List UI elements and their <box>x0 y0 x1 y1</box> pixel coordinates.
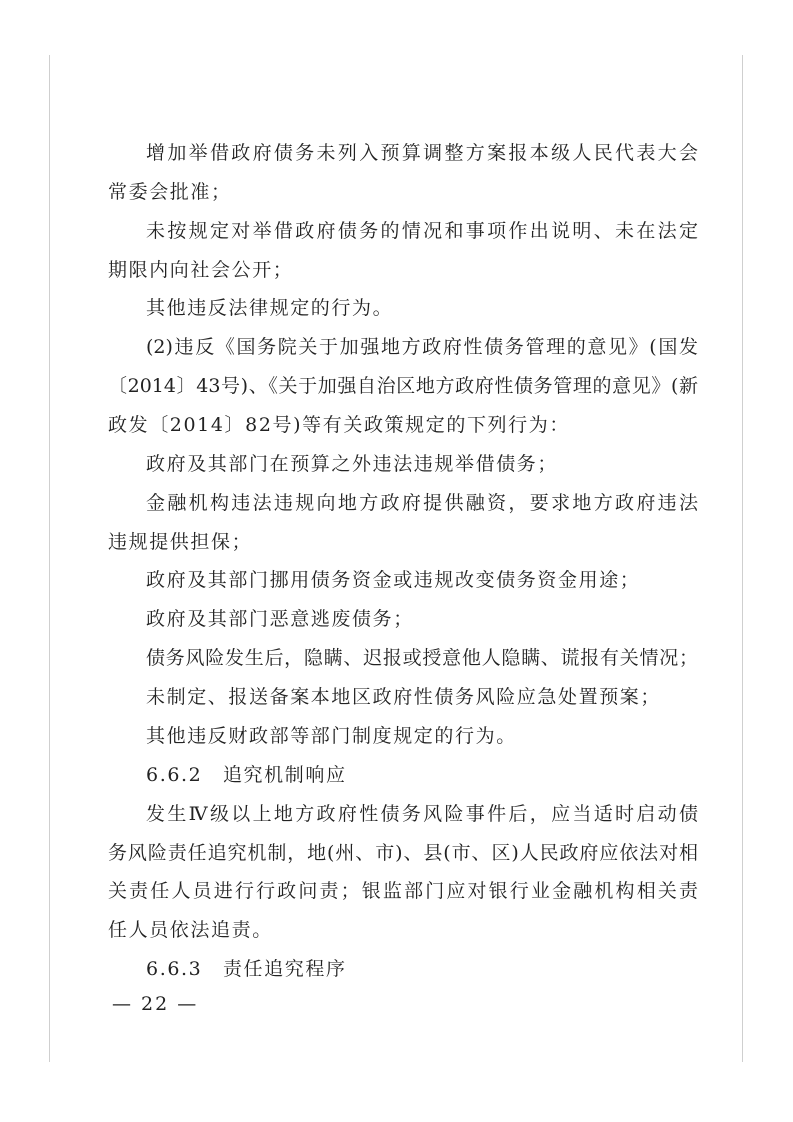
text-line: 政府及其部门挪用债务资金或违规改变债务资金用途； <box>146 569 641 591</box>
text-line: 任人员依法追责。 <box>108 919 273 941</box>
text-line: 未按规定对举借政府债务的情况和事项作出说明、未在法定 <box>146 220 698 242</box>
text-line: 关责任人员进行行政问责；银监部门应对银行业金融机构相关责 <box>108 880 698 902</box>
text-line: 未制定、报送备案本地区政府性债务风险应急处置预案； <box>146 686 662 708</box>
text-line: 其他违反法律规定的行为。 <box>146 297 394 319</box>
left-margin-line <box>49 55 50 1062</box>
text-line: 金融机构违法违规向地方政府提供融资，要求地方政府违法 <box>146 492 698 514</box>
text-line: 政府及其部门恶意逃废债务； <box>146 608 414 630</box>
text-line: 政发〔2014〕82号)等有关政策规定的下列行为： <box>108 414 570 436</box>
text-line: 务风险责任追究机制，地(州、市)、县(市、区)人民政府应依法对相 <box>108 842 698 864</box>
text-line: 常委会批准； <box>108 181 232 203</box>
text-line: 发生Ⅳ级以上地方政府性债务风险事件后，应当适时启动债 <box>146 803 698 825</box>
text-line: 债务风险发生后，隐瞒、迟报或授意他人隐瞒、谎报有关情况； <box>146 647 698 669</box>
text-line: 期限内向社会公开； <box>108 259 294 281</box>
right-margin-line <box>742 55 743 1062</box>
text-line: 增加举借政府债务未列入预算调整方案报本级人民代表大会 <box>146 142 698 164</box>
text-line: 〔2014〕43号)、《关于加强自治区地方政府性债务管理的意见》(新 <box>108 375 698 397</box>
text-line: 违规提供担保； <box>108 531 253 553</box>
section-heading: 6.6.3 责任追究程序 <box>146 958 347 980</box>
text-line: 其他违反财政部等部门制度规定的行为。 <box>146 725 517 747</box>
text-line: 政府及其部门在预算之外违法违规举借债务； <box>146 453 559 475</box>
section-heading: 6.6.2 追究机制响应 <box>146 764 347 786</box>
page-number: — 22 — <box>112 993 199 1015</box>
text-line: (2)违反《国务院关于加强地方政府性债务管理的意见》(国发 <box>146 336 698 358</box>
